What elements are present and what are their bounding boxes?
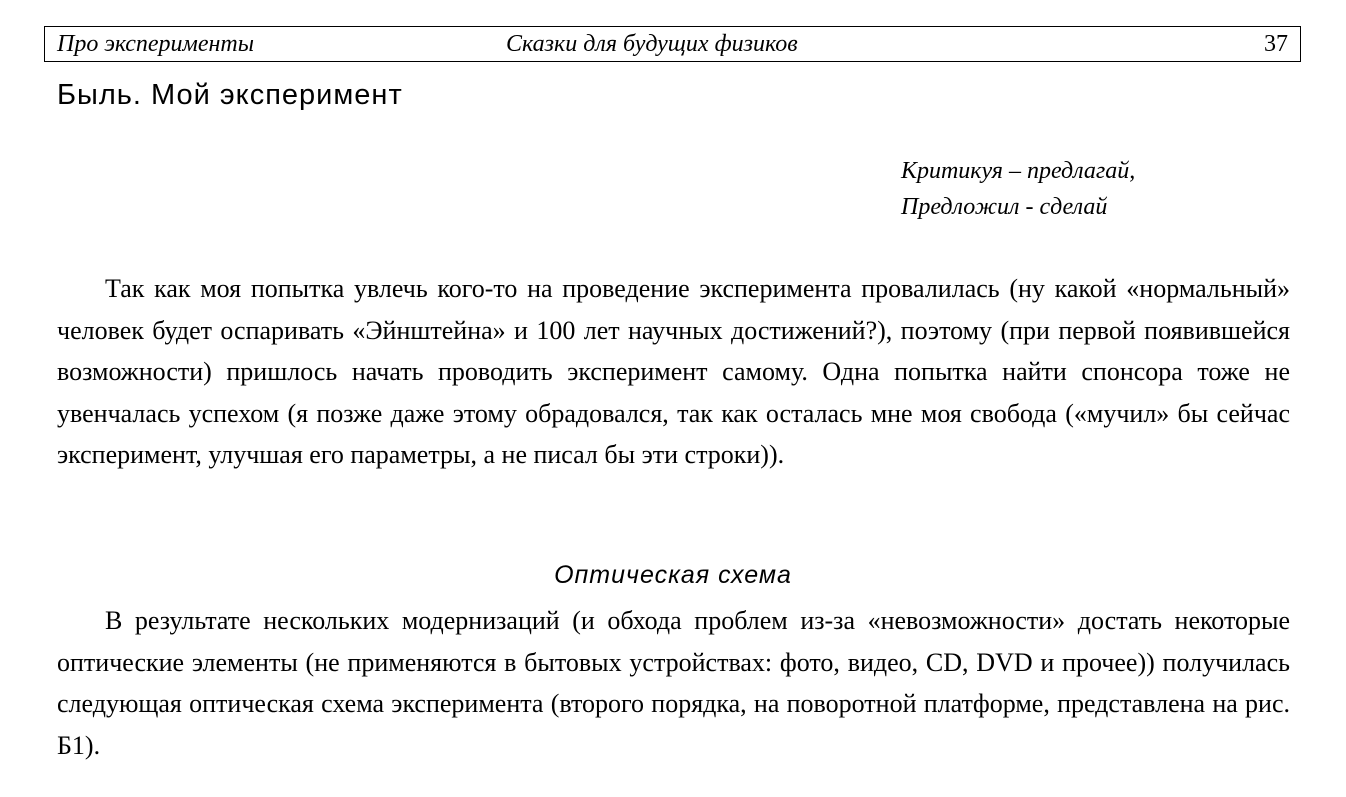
header-chapter-title: Про эксперименты	[57, 31, 254, 57]
subheading-optical-scheme: Оптическая схема	[554, 561, 792, 589]
epigraph-line-1: Критикуя – предлагай,	[901, 158, 1136, 184]
paragraph-intro-text: Так как моя попытка увлечь кого-то на проведение эксперимента провалилась (ну какой «нормальный» человек будет оспаривать «Эйнштейна» и 100 лет научных достижений?), поэтому (при первой появившейся возможности) пришлось начать проводить эксперимент самому. Одна попытка найти спонсора тоже не увенчалась успехом (я позже даже этому обрадовался, так как осталась мне моя свобода («мучил» бы сейчас эксперимент, улучшая его параметры, а не писал бы эти строки)).	[57, 274, 1290, 469]
running-header	[44, 26, 1301, 62]
page-number: 37	[1264, 31, 1288, 57]
paragraph-optical-scheme	[57, 600, 1290, 766]
epigraph	[901, 153, 1135, 225]
header-book-title: Сказки для будущих физиков	[506, 31, 798, 57]
paragraph-optical-scheme-text: В результате нескольких модернизаций (и обхода проблем из-за «невозможности» достать некоторые оптические элементы (не применяются в бытовых устройствах: фото, видео, CD, DVD и прочее)) получилась следующая оптическая схема эксперимента (второго порядка, на поворотной платформе, представлена на рис. Б1).	[57, 606, 1290, 760]
paragraph-intro	[57, 268, 1290, 476]
epigraph-line-2: Предложил - сделай	[901, 194, 1108, 220]
section-title: Быль. Мой эксперимент	[57, 79, 403, 111]
